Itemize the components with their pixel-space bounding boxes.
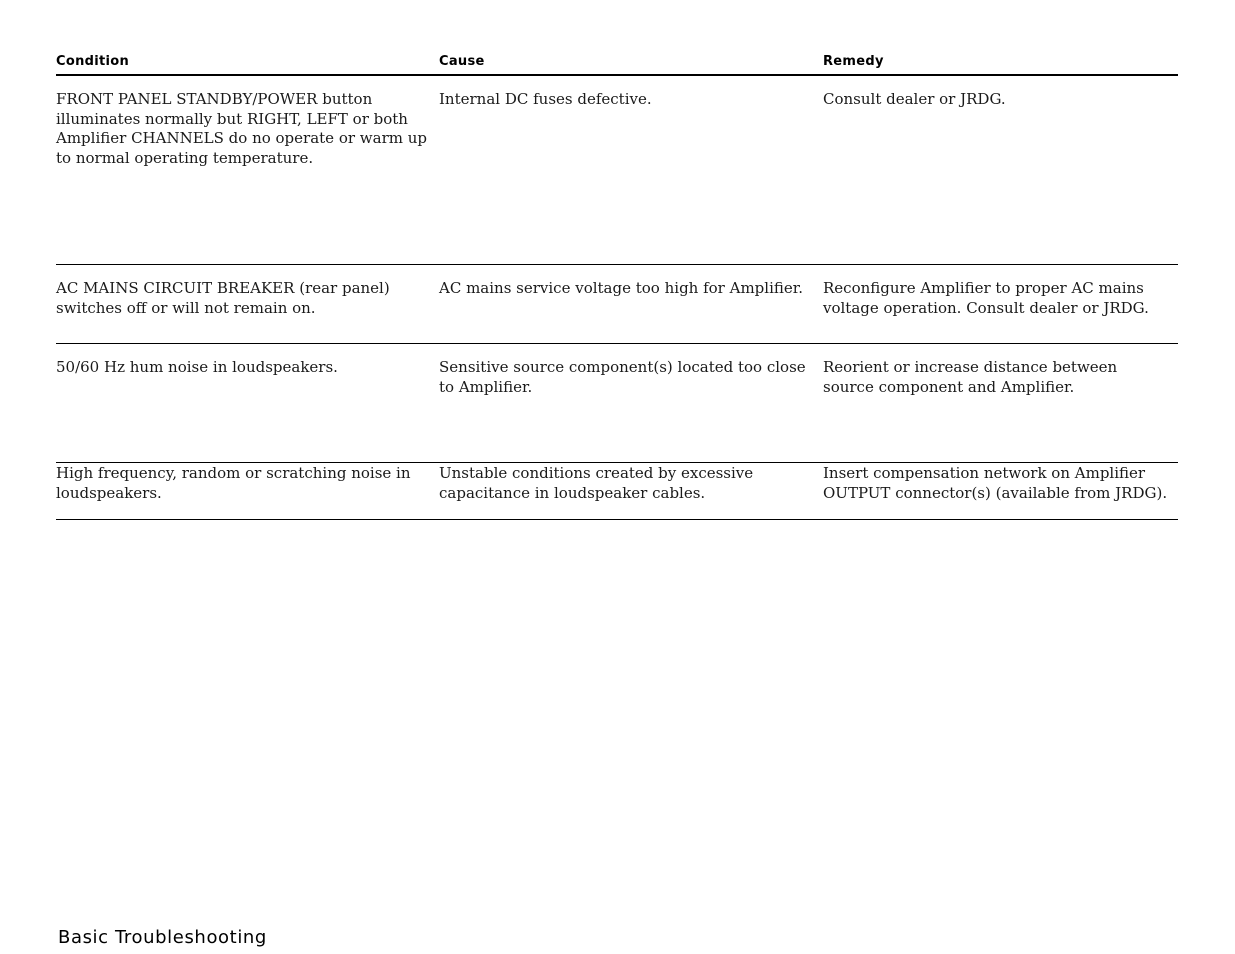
- page-footer-section-title: Basic Troubleshooting: [58, 927, 267, 948]
- condition-cell: FRONT PANEL STANDBY/POWER button illuminates normally but RIGHT, LEFT or both Amplifier CHANNELS do no operate or warm up to normal operating temperature.: [56, 90, 428, 167]
- header-cause: Cause: [439, 54, 485, 69]
- header-remedy: Remedy: [823, 54, 884, 69]
- remedy-cell: Reconfigure Amplifier to proper AC mains voltage operation. Consult dealer or JRDG.: [823, 279, 1149, 317]
- cause-cell: Internal DC fuses defective.: [439, 90, 652, 108]
- header-condition: Condition: [56, 54, 130, 69]
- table-row: [56, 76, 1178, 265]
- table-row: [56, 463, 1178, 520]
- remedy-cell: Consult dealer or JRDG.: [823, 90, 1006, 108]
- remedy-cell: Insert compensation network on Amplifier OUTPUT connector(s) (available from JRDG).: [823, 464, 1168, 502]
- condition-cell: AC MAINS CIRCUIT BREAKER (rear panel) switches off or will not remain on.: [56, 279, 390, 317]
- condition-cell: 50/60 Hz hum noise in loudspeakers.: [56, 358, 338, 376]
- table-row: [56, 265, 1178, 344]
- table-row: [56, 344, 1178, 463]
- cause-cell: Unstable conditions created by excessive capacitance in loudspeaker cables.: [439, 464, 754, 502]
- remedy-cell: Reorient or increase distance between source component and Amplifier.: [823, 358, 1118, 396]
- troubleshooting-table: [56, 52, 1178, 520]
- condition-cell: High frequency, random or scratching noise in loudspeakers.: [56, 464, 411, 502]
- table-header: [56, 52, 1178, 76]
- cause-cell: AC mains service voltage too high for Amplifier.: [439, 279, 804, 297]
- cause-cell: Sensitive source component(s) located too close to Amplifier.: [439, 358, 806, 396]
